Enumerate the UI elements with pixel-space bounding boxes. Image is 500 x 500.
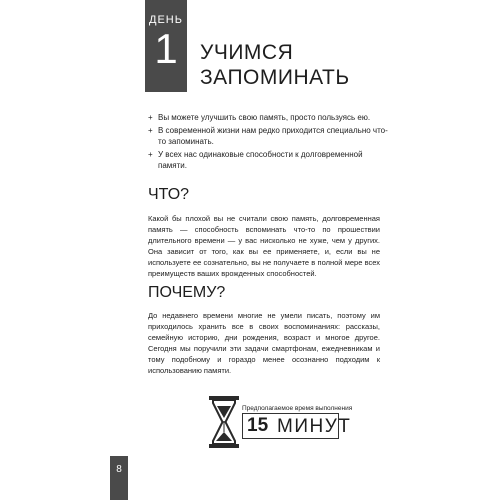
section-heading-what: ЧТО? (148, 186, 190, 203)
time-estimate-value: 15 (247, 415, 269, 436)
hourglass-icon (208, 394, 240, 450)
plus-icon: + (148, 113, 153, 122)
day-number: 1 (154, 25, 178, 72)
key-points-list (148, 112, 388, 173)
plus-icon: + (148, 126, 153, 135)
page-number-tab (110, 456, 128, 500)
key-point (148, 149, 388, 171)
time-estimate (208, 394, 353, 450)
time-estimate-unit: МИНУТ (277, 416, 352, 437)
chapter-title-line-2: ЗАПОМИНАТЬ (200, 66, 350, 89)
chapter-title-line-1: УЧИМСЯ (200, 41, 294, 64)
key-point (148, 112, 388, 123)
plus-icon: + (148, 150, 153, 159)
time-estimate-box (242, 413, 352, 439)
key-point-text: Вы можете улучшить свою память, просто пользуясь ею. (158, 113, 371, 122)
day-label: ДЕНЬ (149, 14, 183, 26)
page-number: 8 (116, 464, 122, 475)
chapter-title (200, 40, 350, 90)
key-point (148, 125, 388, 147)
time-estimate-caption: Предполагаемое время выполнения (242, 405, 353, 412)
day-badge (145, 0, 187, 92)
book-page (110, 0, 390, 500)
key-point-text: У всех нас одинаковые способности к долговременной памяти. (158, 150, 363, 170)
key-point-text: В современной жизни нам редко приходится специально что-то запоминать. (158, 126, 388, 146)
section-heading-why: ПОЧЕМУ? (148, 284, 226, 301)
section-text-what: Какой бы плохой вы не считали свою память, долговременная память — способность вспоминать что-то по прошествии длительного времени — у вас нисколько не хуже, чем у других. Она зависит от того, как вы ее применяете, и, если вы не используете ее сознательно, вы не получаете в полной мере всех преимуществ ваших врожденных способностей. (148, 214, 380, 278)
section-text-why: До недавнего времени многие не умели писать, поэтому им приходилось хранить все в своих воспоминаниях: рассказы, семейную историю, дни рождения, возраст и многое другое. Сегодня мы поручили эти задачи смартфонам, ежедневникам и тому подобному и гораздо менее осознанно подходим к использованию памяти. (148, 311, 380, 375)
